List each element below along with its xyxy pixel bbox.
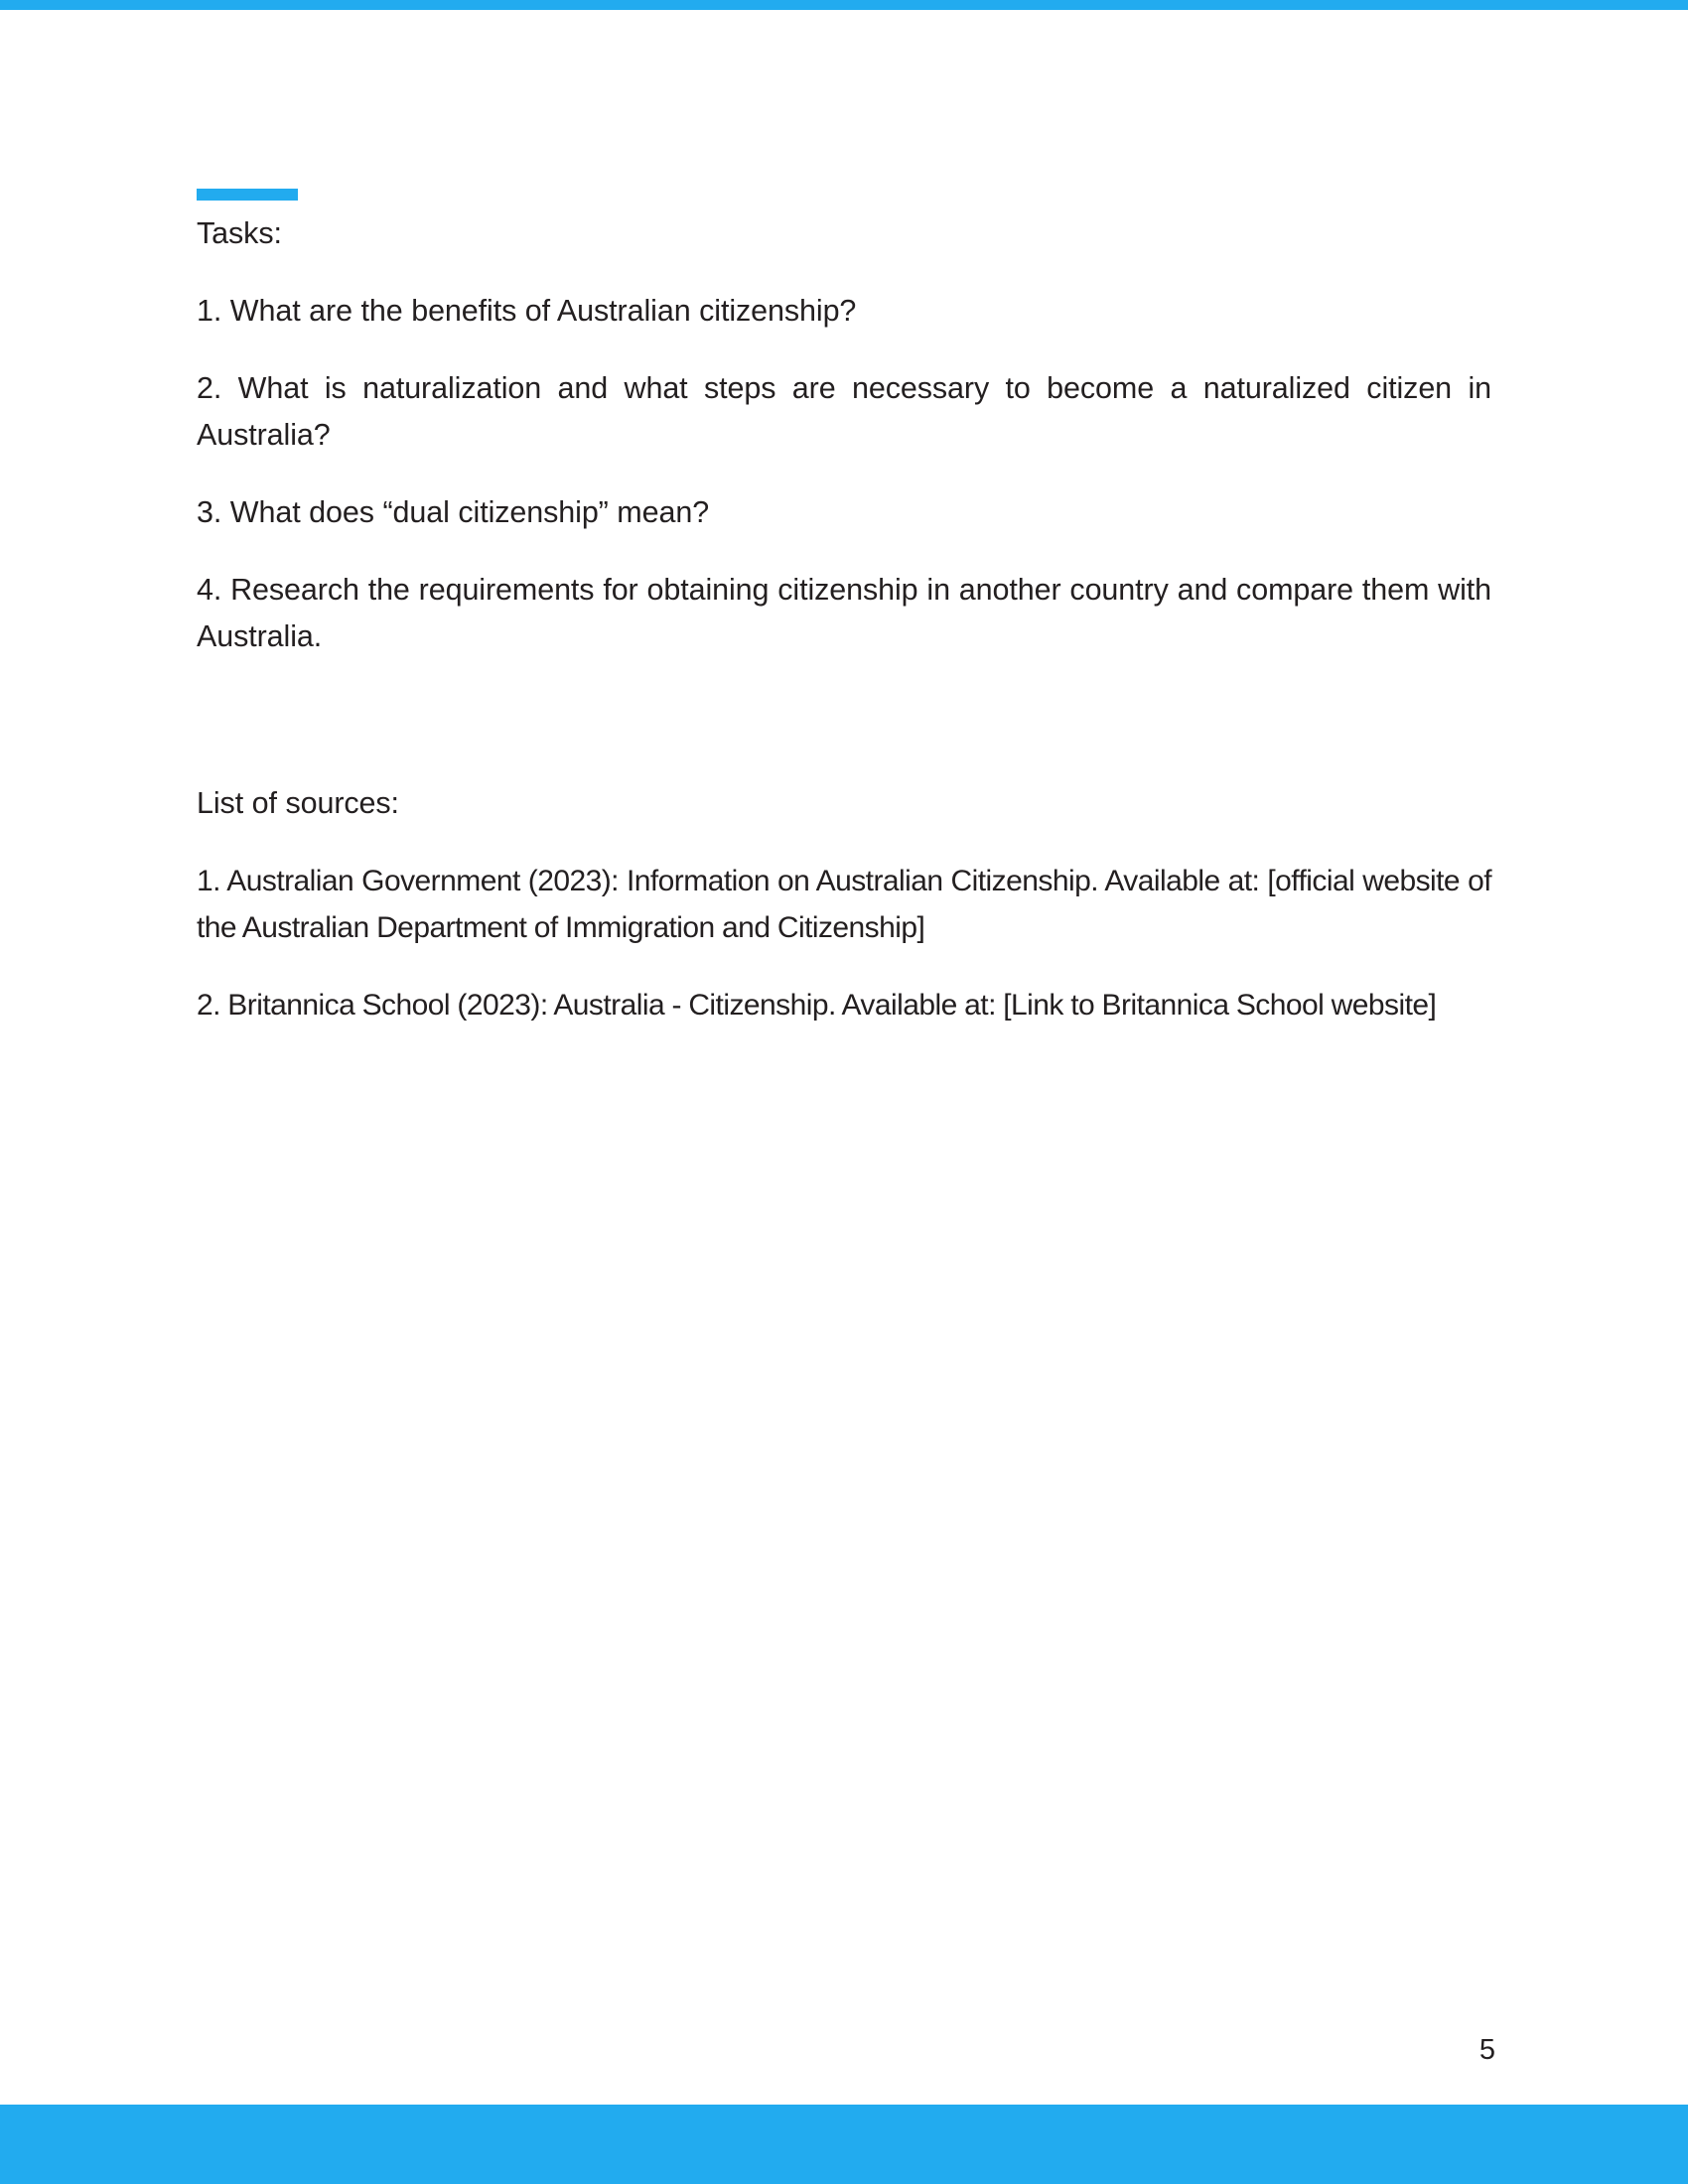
source-item-2: 2. Britannica School (2023): Australia - Citizenship. Available at: [Link to Britannica School website] bbox=[197, 989, 1437, 1022]
task-item-3: 3. What does “dual citizenship” mean? bbox=[197, 495, 710, 529]
tasks-heading: Tasks: bbox=[197, 216, 282, 250]
task-item-4: 4. Research the requirements for obtaining citizenship in another country and compare them with Australia. bbox=[197, 573, 1491, 653]
section-spacer bbox=[197, 691, 1491, 780]
page-content-column bbox=[197, 0, 1496, 2184]
task-item-2: 2. What is naturalization and what steps are necessary to become a naturalized citizen in Australia? bbox=[197, 371, 1491, 452]
task-item-1: 1. What are the benefits of Australian citizenship? bbox=[197, 294, 857, 328]
page-number: 5 bbox=[1478, 2034, 1496, 2066]
section-accent-rule bbox=[197, 189, 298, 201]
source-item-1: 1. Australian Government (2023): Information on Australian Citizenship. Available at: [official website of the Australian Department of Immigration and Citizenship] bbox=[197, 865, 1491, 944]
bottom-accent-band bbox=[0, 2105, 1688, 2184]
document-body bbox=[197, 210, 1491, 1059]
sources-heading: List of sources: bbox=[197, 786, 399, 820]
